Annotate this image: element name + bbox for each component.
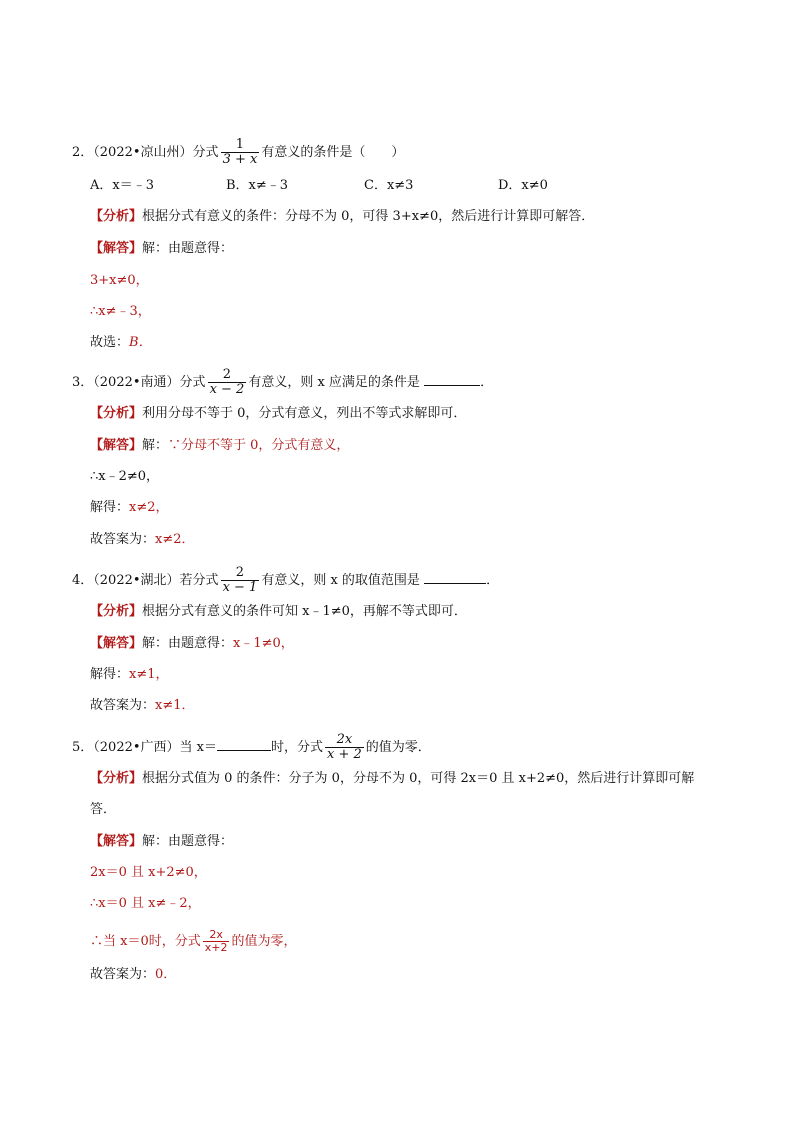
- question-number: 5．: [72, 740, 94, 755]
- question-4-final: 故答案为：x≠1．: [90, 698, 195, 713]
- option-c: C．x≠3: [364, 178, 414, 193]
- answer-blank[interactable]: [424, 373, 480, 386]
- option-b: B．x≠﹣3: [226, 178, 289, 193]
- fraction: $\frac{2x}{x + 2}$: [327, 732, 362, 762]
- question-5-answer: 【解答】解：由题意得：: [90, 834, 234, 849]
- fraction: $\frac{1}{3 + x}$: [222, 137, 258, 167]
- question-number: 3．: [72, 375, 94, 390]
- fraction: $\frac{2}{x - 2}$: [209, 367, 245, 397]
- question-number: 2．: [72, 145, 94, 160]
- option-d: D．x≠0: [498, 178, 548, 193]
- fraction: $\frac{2x}{x+2}$: [204, 928, 228, 954]
- option-a: A．x＝﹣3: [90, 178, 154, 193]
- question-source: （2022•湖北）: [93, 573, 180, 588]
- question-5-analysis: 【分析】根据分式值为 0 的条件：分子为 0，分母不为 0，可得 2x＝0 且 x+2≠0，然后进行计算即可解: [90, 771, 695, 786]
- question-3-answer: 【解答】解：∵分母不等于 0，分式有意义，: [90, 438, 350, 453]
- question-4-analysis: 【分析】根据分式有意义的条件可知 x﹣1≠0，再解不等式即可．: [90, 604, 467, 619]
- question-4-solve: 解得：x≠1，: [90, 667, 169, 682]
- question-source: （2022•南通）: [93, 375, 180, 390]
- question-3-final: 故答案为：x≠2．: [90, 532, 195, 547]
- question-3-analysis: 【分析】利用分母不等于 0，分式有意义，列出不等式求解即可．: [90, 406, 467, 421]
- question-5-final: 故答案为：0．: [90, 967, 177, 982]
- solution-step: ∴x＝0 且 x≠﹣2，: [90, 896, 201, 911]
- answer-blank[interactable]: [424, 571, 486, 584]
- question-2-analysis: 【分析】根据分式有意义的条件：分母不为 0，可得 3+x≠0，然后进行计算即可解答．: [90, 209, 595, 224]
- solution-step: ∴x﹣2≠0，: [90, 469, 160, 484]
- question-3-solve: 解得：x≠2，: [90, 500, 169, 515]
- question-2-choice: 故选：B．: [90, 335, 152, 350]
- question-2-answer: 【解答】解：由题意得：: [90, 241, 234, 256]
- solution-step: 3+x≠0，: [90, 273, 149, 288]
- question-4-answer: 【解答】解：由题意得：x﹣1≠0，: [90, 636, 294, 651]
- solution-step: 2x＝0 且 x+2≠0，: [90, 865, 207, 880]
- answer-blank[interactable]: [217, 738, 271, 751]
- question-source: （2022•凉山州）: [93, 145, 193, 160]
- question-4-stem: 4．（2022•湖北）若分式 $\frac{2}{x - 1}$ 有意义，则 x 的取值范围是 ．: [72, 565, 500, 595]
- question-5-conclusion: ∴当 x＝0时，分式 $\frac{2x}{x+2}$ 的值为零，: [90, 928, 297, 954]
- question-number: 4．: [72, 573, 94, 588]
- question-source: （2022•广西）: [93, 740, 180, 755]
- question-5-analysis-cont: 答．: [90, 802, 117, 817]
- fraction: $\frac{2}{x - 1}$: [222, 565, 258, 595]
- question-3-stem: 3．（2022•南通）分式 $\frac{2}{x - 2}$ 有意义，则 x 应满足的条件是 ．: [72, 367, 494, 397]
- question-5-stem: 5．（2022•广西）当 x＝ 时，分式 $\frac{2x}{x + 2}$ 的值为零．: [72, 732, 431, 762]
- solution-step: ∴x≠﹣3，: [90, 304, 151, 319]
- question-2-stem: 2．（2022•凉山州）分式 $\frac{1}{3 + x}$ 有意义的条件是（ ）: [72, 137, 405, 167]
